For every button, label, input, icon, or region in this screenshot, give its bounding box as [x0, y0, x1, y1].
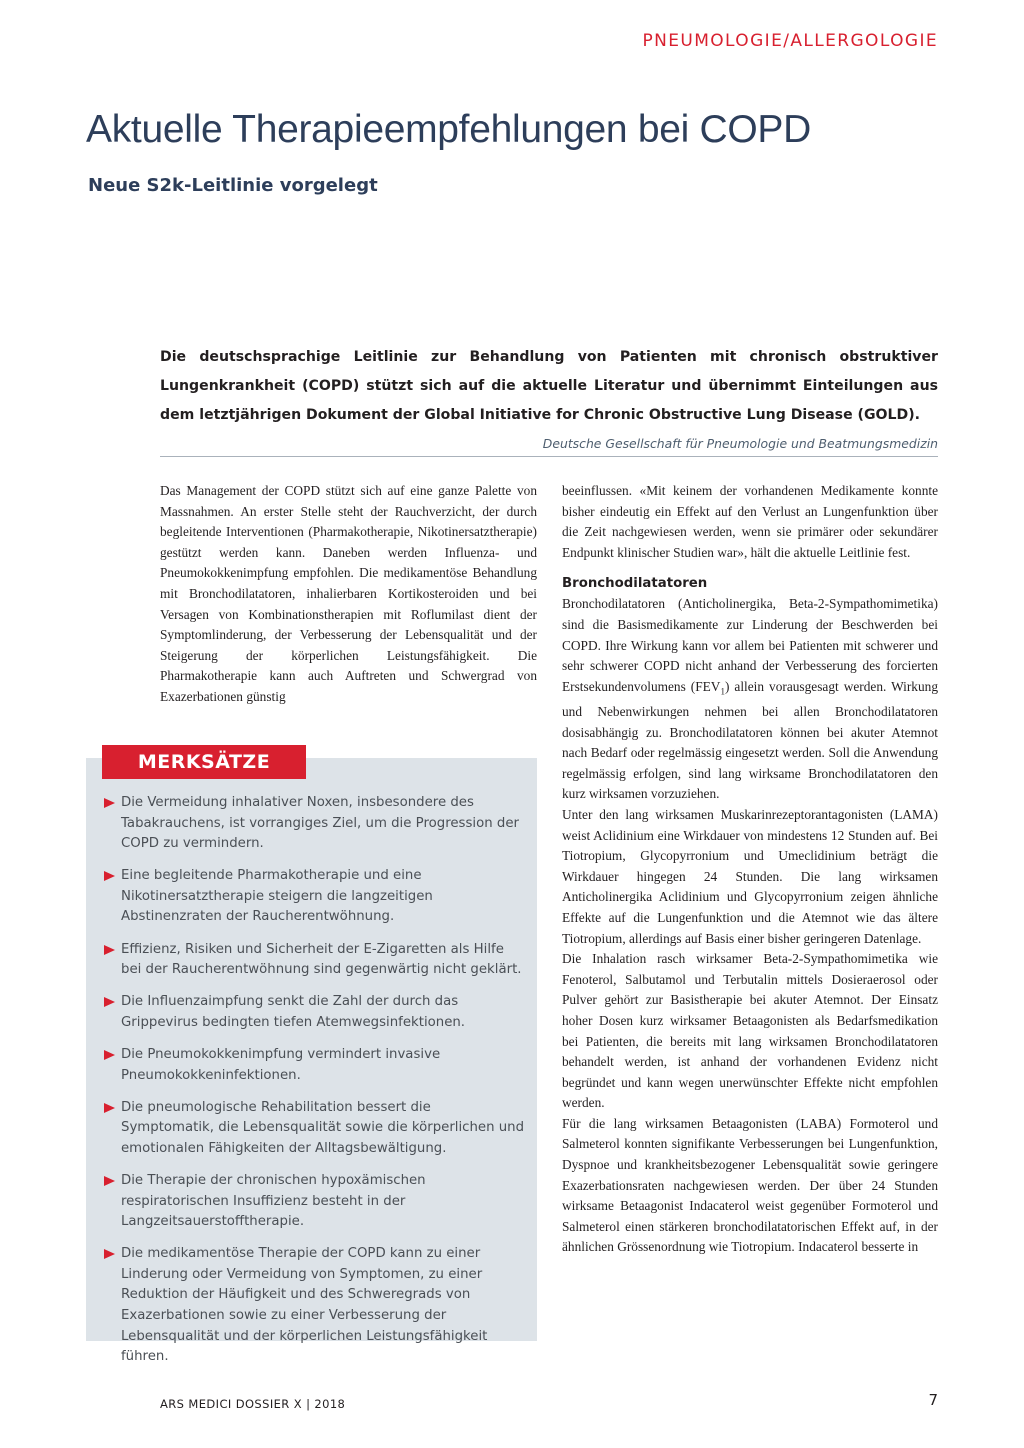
body-paragraph: Bronchodilatatoren (Anticholinergika, Beta-2-Sympathomimetika) sind die Basismedikamente zur Linderung der Beschwerden bei COPD. Ihre Wirkung kann vor allem bei Patienten mit schwerer und sehr schwerer COPD nicht anhand der Verbesserung des forcierten Erstsekundenvolumens $(FEV_1)$ allein vorausgesagt werden. Wirkung und Nebenwirkungen nehmen bei allen Bronchodilatatoren dosisabhängig zu. Bronchodilatatoren können bei akuter Atemnot nach Bedarf oder regelmässig eingesetzt werden. Soll die Anwendung regelmässig erfolgen, sind lang wirksame Bronchodilatatoren den kurz wirksamen vorzuziehen.: [562, 596, 938, 802]
triangle-bullet-icon: [104, 997, 115, 1007]
body-paragraph: Das Management der COPD stützt sich auf eine ganze Palette von Massnahmen. An erster Stelle steht der Rauchverzicht, der durch begleitende Interventionen (Pharmakotherapie, Nikotinersatztherapie) gestützt werden kann. Daneben werden Influenza- und Pneumokokkenimpfung empfohlen. Die medikamentöse Behandlung mit Bronchodilatatoren, inhalierbaren Kortikosteroiden und bei Versagen von Kombinationstherapien mit Roflumilast dient der Symptomlinderung, der Verbesserung der Lebensqualität und der Steigerung der körperlichen Leistungsfähigkeit. Die Pharmakotherapie kann auch Auftreten und Schwergrad von Exazerbationen günstig: [160, 483, 537, 704]
body-paragraph: Unter den lang wirksamen Muskarinrezeptorantagonisten (LAMA) weist Aclidinium eine Wirkdauer von mindestens 12 Stunden auf. Bei Tiotropium, Glycopyrronium und Umeclidinium beträgt die Wirkdauer hingegen 24 Stunden. Die lang wirksamen Anticholinergika Aclidinium und Glycopyrronium zeigen ähnliche Effekte auf die Lungenfunktion und die Atemnot wie das ältere Tiotropium, allerdings auf Basis einer bisher geringeren Datenlage.: [562, 806, 938, 946]
list-item: Effizienz, Risiken und Sicherheit der E-Zigaretten als Hilfe bei der Raucherentwöhnung sind gegenwärtig nicht geklärt.: [104, 940, 528, 981]
triangle-bullet-icon: [104, 945, 115, 955]
page-subtitle: Neue S2k-Leitlinie vorgelegt: [88, 175, 378, 196]
body-column-right: [562, 481, 938, 1258]
list-item: Die Influenzaimpfung senkt die Zahl der durch das Grippevirus bedingten tiefen Atemwegsinfektionen.: [104, 992, 528, 1033]
section-heading: Bronchodilatatoren: [562, 576, 708, 592]
body-column-left: [160, 481, 537, 708]
body-paragraph: beeinflussen. «Mit keinem der vorhandenen Medikamente konnte bisher eindeutig ein Effekt auf den Verlust an Lungenfunktion über die Zeit nachgewiesen werden, wenn sie primärer oder sekundärer Endpunkt klinischer Studien war», hält die aktuelle Leitlinie fest.: [562, 483, 938, 560]
body-paragraph: Für die lang wirksamen Betaagonisten (LABA) Formoterol und Salmeterol konnten signifikante Verbesserungen bei Lungenfunktion, Dyspnoe und krankheitsbezogener Lebensqualität sowie geringere Exazerbationsraten nachgewiesen werden. Der über 24 Stunden wirksame Betaagonist Indacaterol weist gegenüber Formoterol und Salmeterol einen stärkeren bronchodilatatorischen Effekt auf, in der ähnlichen Grössenordnung wie Tiotropium. Indacaterol besserte in: [562, 1115, 938, 1255]
footer-publication: ARS MEDICI DOSSIER X | 2018: [160, 1397, 346, 1411]
list-item: Die Therapie der chronischen hypoxämischen respiratorischen Insuffizienz besteht in der Langzeitsauerstofftherapie.: [104, 1171, 528, 1233]
list-item: Die Pneumokokkenimpfung vermindert invasive Pneumokokkeninfektionen.: [104, 1045, 528, 1086]
triangle-bullet-icon: [104, 1176, 115, 1186]
triangle-bullet-icon: [104, 871, 115, 881]
list-item: Eine begleitende Pharmakotherapie und eine Nikotinersatztherapie steigern die langzeitigen Abstinenzraten der Raucherentwöhnung.: [104, 866, 528, 928]
section-label: PNEUMOLOGIE/ALLERGOLOGIE: [642, 31, 938, 51]
list-item: Die pneumologische Rehabilitation bessert die Symptomatik, die Lebensqualität sowie die körperlichen und emotionalen Fähigkeiten der Alltagsbewältigung.: [104, 1098, 528, 1160]
merksaetze-list: [104, 793, 528, 1379]
page-number: 7: [928, 1391, 938, 1409]
triangle-bullet-icon: [104, 1103, 115, 1113]
lead-paragraph: Die deutschsprachige Leitlinie zur Behandlung von Patienten mit chronisch obstruktiver Lungenkrankheit (COPD) stützt sich auf die aktuelle Literatur und übernimmt Einteilungen aus dem letztjährigen Dokument der Global Initiative for Chronic Obstructive Lung Disease (GOLD).: [160, 349, 938, 423]
triangle-bullet-icon: [104, 798, 115, 808]
body-paragraph: Die Inhalation rasch wirksamer Beta-2-Sympathomimetika wie Fenoterol, Salbutamol und Terbutalin mittels Dosieraerosol oder Pulver gehört zur Basistherapie bei akuter Atemnot. Der Einsatz hoher Dosen kurz wirksamer Betaagonisten als Bedarfsmedikation bei Patienten, die bereits mit lang wirksamen Bronchodilatatoren behandelt werden, ist anhand der vorhandenen Evidenz nicht begründet und kann wegen unerwünschter Effekte nicht empfohlen werden.: [562, 951, 938, 1111]
triangle-bullet-icon: [104, 1050, 115, 1060]
page-title: Aktuelle Therapieempfehlungen bei COPD: [86, 108, 811, 151]
source-credit: Deutsche Gesellschaft für Pneumologie und Beatmungsmedizin: [160, 436, 938, 457]
list-item: Die medikamentöse Therapie der COPD kann zu einer Linderung oder Vermeidung von Symptomen, zu einer Reduktion der Häufigkeit und des Schweregrads von Exazerbationen sowie zu einer Verbesserung der Lebensqualität und der körperlichen Leistungsfähigkeit führen.: [104, 1244, 528, 1368]
triangle-bullet-icon: [104, 1249, 115, 1259]
merksaetze-title: MERKSÄTZE: [102, 745, 306, 779]
list-item: Die Vermeidung inhalativer Noxen, insbesondere des Tabakrauchens, ist vorrangiges Ziel, um die Progression der COPD zu vermindern.: [104, 793, 528, 855]
